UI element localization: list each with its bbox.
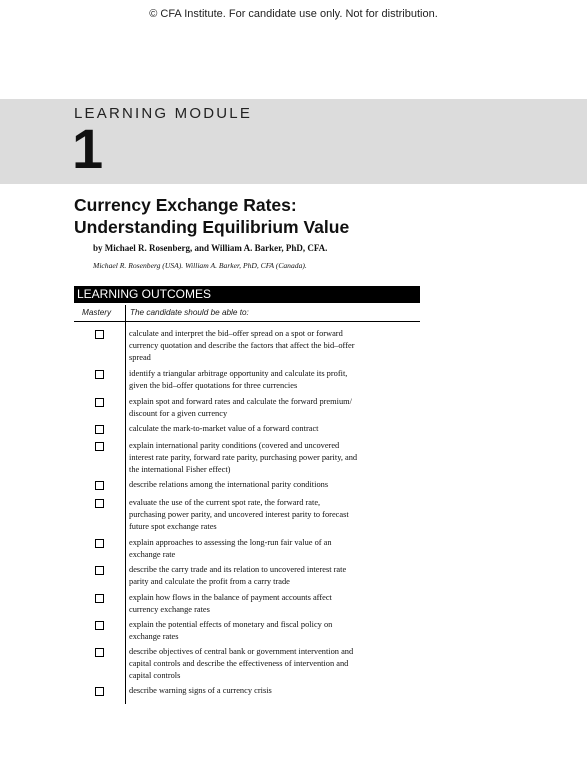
outcome-line: purchasing power parity, and uncovered interest parity to forecast	[129, 510, 349, 520]
learning-outcome	[129, 396, 419, 420]
outcome-line: evaluate the use of the current spot rate, the forward rate,	[129, 498, 321, 507]
page-title	[74, 194, 514, 238]
outcome-line: currency exchange rates	[129, 605, 210, 615]
learning-outcome	[129, 328, 419, 365]
outcome-line: capital controls and describe the effectiveness of intervention and	[129, 659, 349, 669]
learning-outcome	[129, 440, 419, 477]
outcome-line: explain how flows in the balance of payment accounts affect	[129, 593, 332, 602]
learning-outcome	[129, 423, 419, 435]
title-line-1: Currency Exchange Rates:	[74, 195, 297, 215]
learning-outcome	[129, 497, 419, 534]
mastery-checkbox[interactable]	[95, 442, 104, 451]
learning-outcome	[129, 592, 419, 616]
mastery-checkbox[interactable]	[95, 370, 104, 379]
learning-outcome	[129, 537, 419, 561]
outcome-line: explain approaches to assessing the long-run fair value of an	[129, 538, 332, 547]
module-number: 1	[72, 117, 104, 180]
outcome-line: the international Fisher effect)	[129, 465, 231, 475]
module-label: LEARNING MODULE	[74, 105, 253, 122]
learning-outcomes-header: LEARNING OUTCOMES	[74, 286, 420, 303]
outcome-line: exchange rate	[129, 550, 176, 560]
author-affiliation: Michael R. Rosenberg (USA). William A. Barker, PhD, CFA (Canada).	[93, 261, 307, 270]
module-banner	[0, 99, 587, 184]
outcome-line: describe the carry trade and its relation to uncovered interest rate	[129, 565, 347, 574]
mastery-checkbox[interactable]	[95, 481, 104, 490]
outcome-line: capital controls	[129, 671, 181, 681]
outcome-line: spread	[129, 353, 151, 363]
mastery-column-header: Mastery	[82, 308, 112, 317]
mastery-checkbox[interactable]	[95, 330, 104, 339]
outcome-line: calculate and interpret the bid–offer spread on a spot or forward	[129, 329, 343, 338]
outcome-line: currency quotation and describe the factors that affect the bid–offer	[129, 341, 355, 351]
learning-outcome	[129, 646, 419, 683]
outcome-line: explain spot and forward rates and calculate the forward premium/	[129, 397, 353, 406]
mastery-checkbox[interactable]	[95, 499, 104, 508]
mastery-checkbox[interactable]	[95, 648, 104, 657]
outcome-line: given the bid–offer quotations for three currencies	[129, 381, 298, 391]
learning-outcome	[129, 564, 419, 588]
mastery-checkbox[interactable]	[95, 566, 104, 575]
learning-outcome	[129, 479, 419, 491]
mastery-checkbox[interactable]	[95, 687, 104, 696]
learning-outcome	[129, 619, 419, 643]
authors: by Michael R. Rosenberg, and William A. Barker, PhD, CFA.	[93, 243, 328, 253]
outcome-line: identify a triangular arbitrage opportunity and calculate its profit,	[129, 369, 348, 378]
outcome-line: parity and calculate the profit from a carry trade	[129, 577, 290, 587]
outcome-line: explain international parity conditions (covered and uncovered	[129, 441, 340, 450]
outcome-line: discount for a given currency	[129, 409, 228, 419]
mastery-checkbox[interactable]	[95, 398, 104, 407]
candidate-column-header: The candidate should be able to:	[130, 308, 249, 317]
mastery-checkbox[interactable]	[95, 621, 104, 630]
copyright-notice: © CFA Institute. For candidate use only. Not for distribution.	[149, 8, 438, 20]
title-line-2: Understanding Equilibrium Value	[74, 217, 350, 237]
outcome-line: future spot exchange rates	[129, 522, 217, 532]
outcome-line: interest rate parity, forward rate parity, purchasing power parity, and	[129, 453, 358, 463]
outcome-line: explain the potential effects of monetary and fiscal policy on	[129, 620, 333, 629]
outcome-line: calculate the mark-to-market value of a forward contract	[129, 424, 319, 433]
learning-outcome	[129, 368, 419, 392]
mastery-checkbox[interactable]	[95, 594, 104, 603]
learning-outcome	[129, 685, 419, 697]
mastery-checkbox[interactable]	[95, 425, 104, 434]
outcome-line: exchange rates	[129, 632, 179, 642]
outcome-line: describe relations among the international parity conditions	[129, 480, 329, 489]
outcome-line: describe objectives of central bank or government intervention and	[129, 647, 354, 656]
column-divider	[125, 305, 126, 704]
mastery-checkbox[interactable]	[95, 539, 104, 548]
outcome-line: describe warning signs of a currency crisis	[129, 686, 272, 695]
